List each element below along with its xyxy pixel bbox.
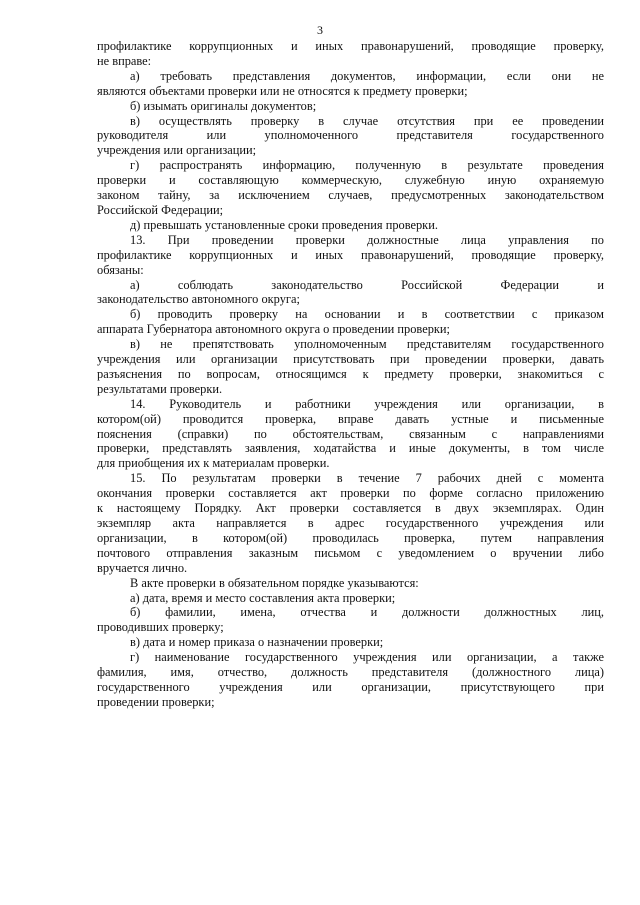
paragraph	[97, 471, 604, 575]
paragraph	[97, 233, 604, 278]
text-line: обязаны:	[97, 262, 144, 277]
document-body	[97, 39, 604, 710]
paragraph	[97, 218, 604, 233]
text-line: г) распространять информацию, полученную в результате проведения	[130, 158, 604, 173]
text-line: не вправе:	[97, 53, 152, 68]
paragraph	[97, 635, 604, 650]
text-line: учреждения или организации;	[97, 143, 257, 158]
text-line: государственного учреждения или организации, присутствующего при	[97, 679, 604, 694]
text-line: проверки и составляющую коммерческую, служебную иную охраняемую	[97, 173, 604, 188]
paragraph	[97, 278, 604, 308]
text-line: фамилия, имя, отчество, должность представителя (должностного лица)	[97, 665, 604, 680]
text-line: законом тайну, за исключением случаев, предусмотренных законодательством	[97, 188, 604, 203]
text-line: 13. При проведении проверки должностные лица управления по	[130, 232, 604, 247]
paragraph	[97, 576, 604, 591]
text-line: профилактике коррупционных и иных правонарушений, проводящие проверку,	[97, 39, 604, 53]
paragraph	[97, 605, 604, 635]
paragraph	[97, 337, 604, 397]
text-line: пояснения (справки) по обстоятельствам, связанным с направлениями	[97, 426, 604, 441]
text-line: котором(ой) проводится проверка, вправе давать устные и письменные	[97, 411, 604, 426]
paragraph	[97, 397, 604, 472]
text-line: проверки, представлять заявления, ходатайства и иные документы, в том числе	[97, 441, 604, 456]
text-line: а) требовать представления документов, информации, если они не	[130, 68, 604, 83]
text-line: аппарата Губернатора автономного округа о проведении проверки;	[97, 322, 450, 337]
paragraph	[97, 650, 604, 710]
text-line: результатами проверки.	[97, 381, 223, 396]
paragraph	[97, 307, 604, 337]
text-line: проведении проверки;	[97, 694, 215, 709]
text-line: законодательство автономного округа;	[97, 292, 300, 307]
text-line: разъяснения по вопросам, относящимся к предмету проверки, знакомиться с	[97, 366, 604, 381]
text-line: профилактике коррупционных и иных правонарушений, проводящие проверку,	[97, 247, 604, 262]
text-line: для приобщения их к материалам проверки.	[97, 456, 330, 471]
text-line: организации, в котором(ой) проводилась проверка, путем направления	[97, 530, 604, 545]
text-line: б) изымать оригиналы документов;	[130, 98, 317, 113]
text-line: руководителя или уполномоченного представителя государственного	[97, 128, 604, 143]
paragraph	[97, 591, 604, 606]
text-line: окончания проверки составляется акт проверки по форме согласно приложению	[97, 486, 604, 501]
paragraph	[97, 69, 604, 99]
paragraph	[97, 39, 604, 69]
paragraph	[97, 158, 604, 218]
text-line: В акте проверки в обязательном порядке указываются:	[130, 575, 419, 590]
text-line: 15. По результатам проверки в течение 7 рабочих дней с момента	[130, 471, 604, 486]
text-line: б) проводить проверку на основании и в соответствии с приказом	[130, 307, 604, 322]
paragraph	[97, 99, 604, 114]
text-line: Российской Федерации;	[97, 202, 224, 217]
text-line: почтового отправления заказным письмом с уведомлением о вручении либо	[97, 545, 604, 560]
text-line: учреждения или организации присутствовать при проведении проверки, давать	[97, 352, 604, 367]
text-line: вручается лично.	[97, 560, 188, 575]
text-line: а) соблюдать законодательство Российской Федерации и	[130, 277, 604, 292]
text-line: являются объектами проверки или не относятся к предмету проверки;	[97, 83, 468, 98]
text-line: б) фамилии, имена, отчества и должности должностных лиц,	[130, 605, 604, 620]
text-line: г) наименование государственного учреждения или организации, а также	[130, 650, 604, 665]
text-line: д) превышать установленные сроки проведения проверки.	[130, 217, 438, 232]
paragraph	[97, 114, 604, 159]
text-line: а) дата, время и место составления акта проверки;	[130, 590, 396, 605]
text-line: к настоящему Порядку. Акт проверки составляется в двух экземплярах. Один	[97, 501, 604, 516]
text-line: в) не препятствовать уполномоченным представителям государственного	[130, 337, 604, 352]
text-line: проводивших проверку;	[97, 620, 224, 635]
text-line: в) осуществлять проверку в случае отсутствия при ее проведении	[130, 113, 604, 128]
text-line: экземпляр акта направляется в адрес государственного учреждения или	[97, 516, 604, 530]
text-line: в) дата и номер приказа о назначении проверки;	[130, 635, 384, 650]
text-line: 14. Руководитель и работники учреждения или организации, в	[130, 396, 604, 411]
page-number: 3	[317, 23, 323, 37]
